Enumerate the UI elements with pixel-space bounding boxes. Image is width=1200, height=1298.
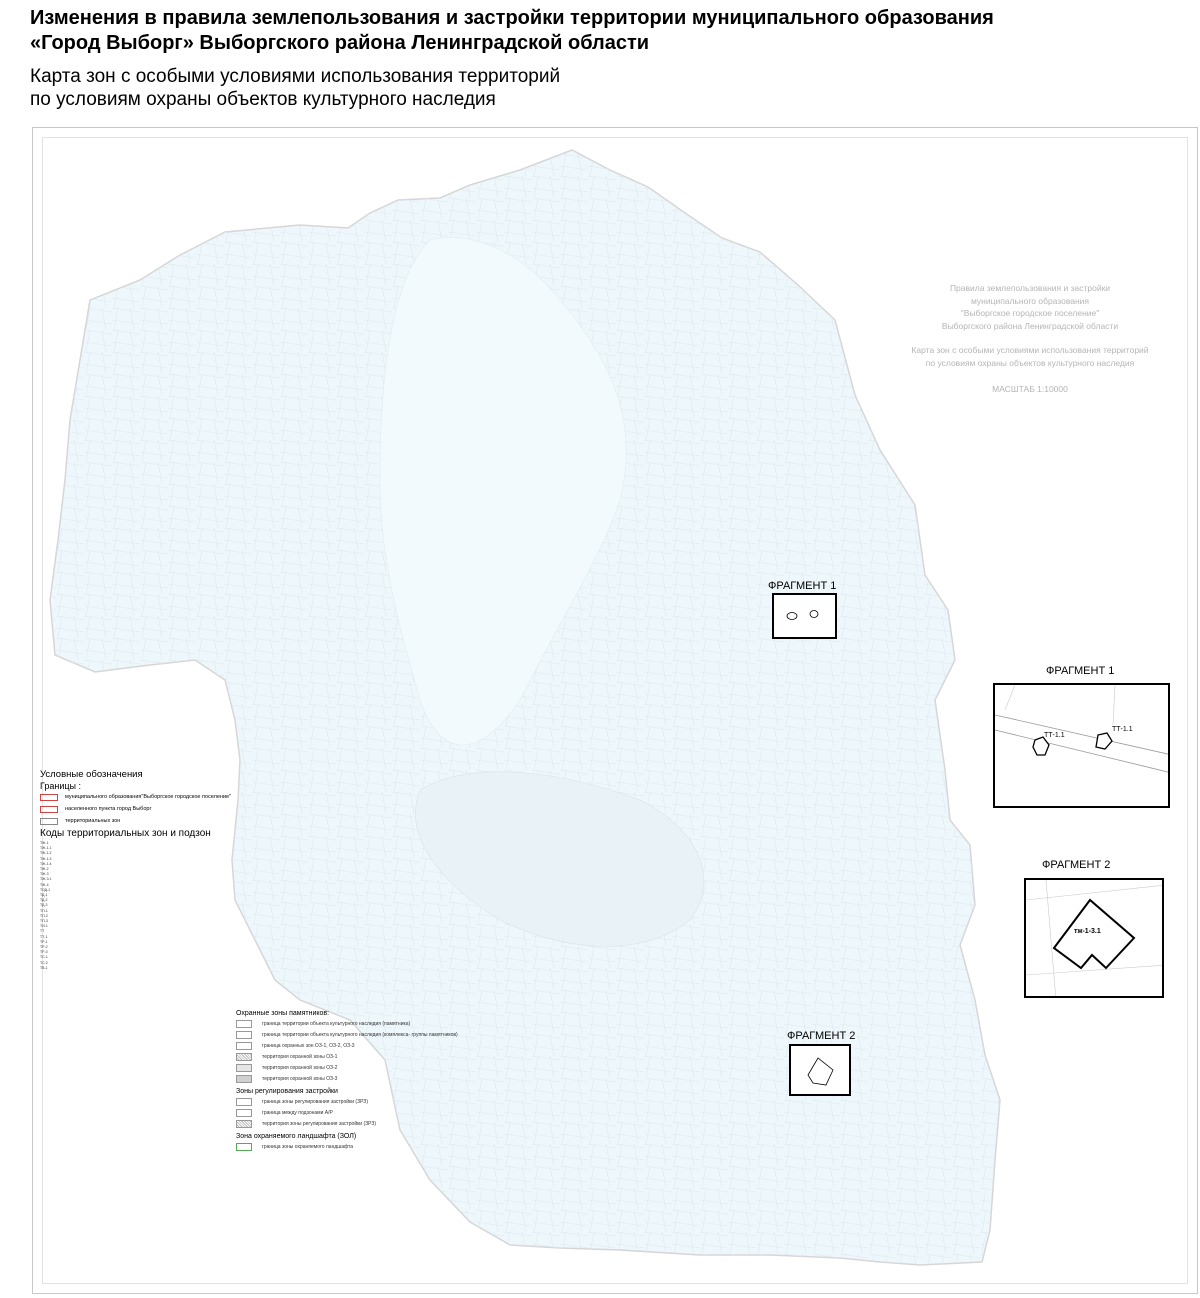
legend-code-description	[64, 966, 240, 970]
legend-code: ТР-2	[40, 945, 48, 950]
legend-code-row	[40, 955, 240, 959]
title-line-2: «Город Выборг» Выборгского района Ленинградской области	[30, 32, 650, 54]
legend-codes-heading: Коды территориальных зон и подзон	[40, 828, 211, 839]
fragment-2-locator-box[interactable]	[790, 1045, 850, 1095]
legend2-label: граница зоны охраняемого ландшафта	[262, 1143, 354, 1150]
legend2-item	[236, 1062, 376, 1073]
landscape-zone-title: Зона охраняемого ландшафта (ЗОЛ)	[236, 1133, 357, 1140]
stamp-line-6: по условиям охраны объектов культурного наследия	[925, 357, 1135, 368]
legend-code-description	[64, 857, 240, 861]
legend-code: ТП-2	[40, 913, 48, 918]
legend-code: ТР-3	[40, 950, 48, 955]
legend-code: ТИ-1	[40, 924, 48, 929]
legend-code: ТТ	[40, 929, 45, 934]
legend2-swatch	[236, 1109, 252, 1117]
legend-border-label: территориальных зон	[65, 818, 121, 824]
legend2-label: граница территории объекта культурного наследия (памятника)	[262, 1020, 411, 1027]
legend-code: ТД-3	[40, 903, 48, 908]
legend2-label: граница зоны регулирования застройки (ЗРЗ)	[262, 1098, 368, 1105]
legend-borders-heading: Границы :	[40, 781, 82, 791]
legend-code-row	[40, 909, 240, 913]
legend2-label: граница территории объекта культурного наследия (комплекса- группы памятников)	[262, 1031, 458, 1038]
legend-code-description	[64, 862, 240, 866]
legend-code: ТД-1	[40, 893, 48, 898]
fragment-1-inset-map	[995, 685, 1170, 808]
legend2-swatch	[236, 1120, 252, 1128]
fragment-2-inset-label: ФРАГМЕНТ 2	[1042, 859, 1111, 871]
legend2-swatch	[236, 1064, 252, 1072]
fragment-2-zone: тж-1-3.1	[1074, 928, 1101, 935]
stamp-line-1: Правила землепользования и застройки	[949, 283, 1111, 293]
legend-code: ТЖ-1.2	[40, 851, 52, 856]
legend-code-description	[64, 893, 240, 897]
fragment-1-zone-b: ТТ-1.1	[1112, 726, 1133, 733]
legend-code-description	[64, 877, 240, 881]
legend2-item	[236, 1018, 411, 1029]
legend-code-row	[40, 940, 240, 944]
legend-code-description	[64, 841, 240, 845]
legend2-item	[236, 1029, 458, 1040]
legend-code: ТЖ-3	[40, 872, 49, 877]
legend2-item	[236, 1141, 376, 1152]
protection-zones-title: Охранные зоны памятников:	[236, 1010, 330, 1017]
stamp-line-3: "Выборгское городское поселение"	[960, 308, 1100, 318]
fragment-2-map-label: ФРАГМЕНТ 2	[787, 1030, 856, 1042]
legend2-item	[236, 1051, 376, 1062]
legend-code-description	[64, 935, 240, 939]
legend-code-row	[40, 857, 240, 861]
legend2-swatch	[236, 1053, 252, 1061]
legend-code-description	[64, 883, 240, 887]
legend-code: ТВ-1	[40, 965, 48, 970]
legend-code-row	[40, 877, 240, 881]
legend-code-row	[40, 945, 240, 949]
legend2-label: территория охранной зоны ОЗ-1	[262, 1053, 338, 1060]
legend-code: ТТ-1	[40, 934, 48, 939]
legend2-swatch	[236, 1042, 252, 1050]
legend-code-description	[64, 846, 240, 850]
legend-border-item	[40, 791, 240, 803]
legend-code: ТОД-1	[40, 887, 51, 892]
legend2-swatch	[236, 1143, 252, 1151]
legend2-item	[236, 1096, 376, 1107]
legend2-item	[236, 1073, 376, 1084]
fragment-1-locator-box[interactable]	[773, 594, 836, 638]
legend-code-description	[64, 914, 240, 918]
legend-code-row	[40, 929, 240, 933]
legend-code-row	[40, 862, 240, 866]
legend-code-description	[64, 950, 240, 954]
legend-code-row	[40, 935, 240, 939]
title-stamp	[900, 282, 1160, 396]
legend-code-description	[64, 888, 240, 892]
legend-code: ТС-1	[40, 955, 48, 960]
protection-zones-legend	[236, 1006, 458, 1152]
legend-code: ТЖ-1.4	[40, 861, 52, 866]
legend-code: ТП-1	[40, 908, 48, 913]
legend-code-row	[40, 846, 240, 850]
legend-border-label: муниципального образования"Выборгское городское поселение"	[65, 794, 232, 800]
legend-title: Условные обозначения	[40, 769, 143, 780]
legend2-swatch	[236, 1020, 252, 1028]
legend-code-row	[40, 966, 240, 970]
legend-code-row	[40, 872, 240, 876]
legend-code-description	[64, 898, 240, 902]
legend-code-row	[40, 961, 240, 965]
legend2-label: территория охранной зоны ОЗ-3	[262, 1075, 338, 1082]
stamp-scale: МАСШТАБ 1:10000	[992, 384, 1068, 394]
legend2-label: граница между подзонами А/Р	[262, 1109, 333, 1116]
fragment-1-map-label: ФРАГМЕНТ 1	[768, 580, 837, 592]
legend-code-description	[64, 872, 240, 876]
fragment-2-inset-map	[1026, 880, 1164, 998]
fragment-1-zone-a: ТТ-1.1	[1044, 732, 1065, 739]
legend2-swatch	[236, 1075, 252, 1083]
legend-code: ТЖ-1.3	[40, 856, 52, 861]
legend-code-row	[40, 867, 240, 871]
legend2-swatch	[236, 1031, 252, 1039]
legend-border-label: населенного пункта город Выборг	[65, 806, 152, 812]
legend-code-row	[40, 924, 240, 928]
legend2-label: территория охранной зоны ОЗ-2	[262, 1064, 338, 1071]
legend-code-description	[64, 929, 240, 933]
regulation-zones-title: Зоны регулирования застройки	[236, 1088, 338, 1095]
legend-code-row	[40, 898, 240, 902]
stamp-line-2: муниципального образования	[970, 295, 1090, 306]
legend-code: ТП-3	[40, 919, 48, 924]
legend-panel	[40, 770, 240, 971]
legend-code-row	[40, 841, 240, 845]
legend2-item	[236, 1107, 376, 1118]
fragment-1-inset-label: ФРАГМЕНТ 1	[1046, 665, 1115, 677]
legend2-label: территория зоны регулирования застройки (ЗРЗ)	[262, 1120, 377, 1127]
legend-code: ТЖ-1	[40, 841, 49, 845]
legend-code-row	[40, 914, 240, 918]
legend-code-description	[64, 961, 240, 965]
legend-code: ТЖ-4	[40, 882, 49, 887]
legend-code-description	[64, 867, 240, 871]
legend-border-swatch	[40, 794, 58, 801]
legend-code-description	[64, 955, 240, 959]
legend-border-item	[40, 803, 240, 815]
legend-code-row	[40, 888, 240, 892]
legend-code: ТЖ-3.1	[40, 877, 52, 882]
legend-code-row	[40, 919, 240, 923]
stamp-line-5: Карта зон с особыми условиями использования территорий	[911, 345, 1149, 355]
legend-code-description	[64, 924, 240, 928]
fragment-1-inset[interactable]	[993, 683, 1170, 808]
stamp-line-4: Выборгского района Ленинградской области	[941, 320, 1119, 331]
legend-code-row	[40, 893, 240, 897]
legend-code-row	[40, 851, 240, 855]
legend-code-description	[64, 851, 240, 855]
subtitle-line-1: Карта зон с особыми условиями использования территорий	[30, 66, 561, 87]
legend-border-swatch	[40, 806, 58, 813]
legend-code-description	[64, 919, 240, 923]
legend-code: ТЖ-2	[40, 867, 49, 872]
legend-code: ТС-2	[40, 960, 48, 965]
legend2-swatch	[236, 1098, 252, 1106]
legend-code: ТЖ-1.1	[40, 846, 52, 851]
legend-code-row	[40, 903, 240, 907]
legend-codes-list	[40, 841, 240, 970]
legend-code: ТР-1	[40, 939, 48, 944]
legend-code-description	[64, 909, 240, 913]
subtitle-line-2: по условиям охраны объектов культурного наследия	[30, 89, 496, 110]
legend2-item	[236, 1118, 376, 1129]
legend-border-item	[40, 815, 240, 827]
legend2-item	[236, 1040, 376, 1051]
legend-code-row	[40, 883, 240, 887]
legend-code-description	[64, 945, 240, 949]
fragment-2-inset[interactable]	[1024, 878, 1164, 998]
legend-code: ТД-2	[40, 898, 48, 903]
legend-code-description	[64, 940, 240, 944]
legend2-label: граница охранных зон ОЗ-1, ОЗ-2, ОЗ-3	[262, 1042, 355, 1049]
legend-border-swatch	[40, 818, 58, 825]
legend-code-description	[64, 903, 240, 907]
title-line-1: Изменения в правила землепользования и застройки территории муниципального образования	[30, 7, 994, 29]
legend-code-row	[40, 950, 240, 954]
